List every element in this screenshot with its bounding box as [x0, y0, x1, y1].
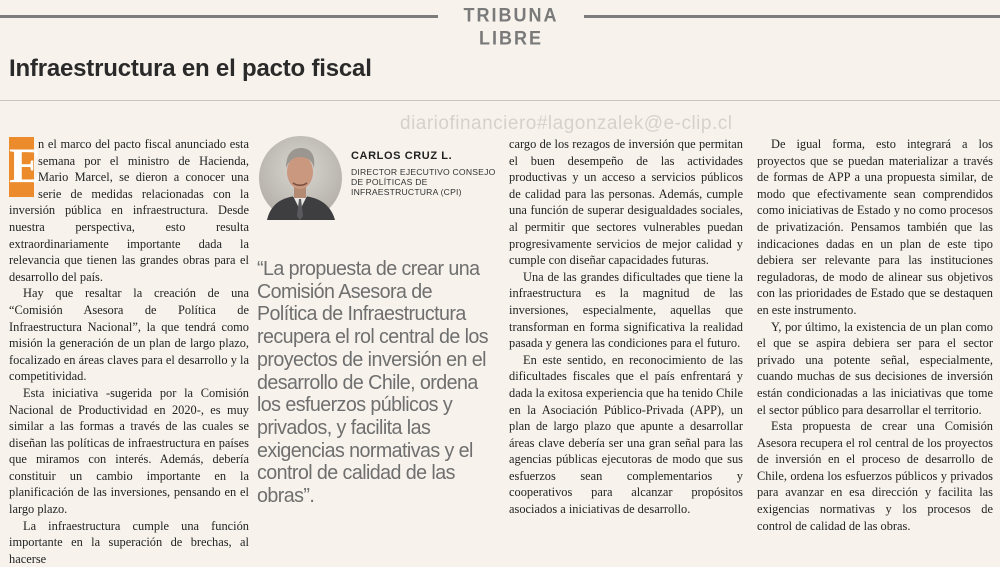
paragraph: La infraestructura cumple una función importante en la superación de brechas, al hacerse — [9, 518, 249, 566]
drop-cap: E — [9, 137, 34, 197]
paragraph: En este sentido, en reconocimiento de las dificultades fiscales que el país enfrentará y dada la exitosa experiencia que ha tenido Chile en la Asociación Público-Privada (APP), un plan de largo plazo que apunte a desarrollar áreas clave debería ser una gran señal para las agencias públicas ejecutoras de modo que sus esfuerzos sean complementarios y cooperativos para alcanzar propósitos asociados a iniciativas de desarrollo. — [509, 352, 743, 517]
paragraph: cargo de los rezagos de inversión que permitan el buen desempeño de las actividades productivas y un acceso a servicios públicos de calidad para las personas. Además, cumple una función de superar desigualdades sociales, al permitir que sectores vulnerables puedan progresivamente servicios de mejor calidad y cumple con diseñar capacidades futuras. — [509, 137, 743, 268]
headline-divider — [0, 100, 1000, 101]
article-column-1 — [9, 136, 249, 567]
paragraph: Y, por último, la existencia de un plan como el que se aspira debiera ser para el sector privado una potente señal, especialmente, cuando muchas de sus decisiones de inversión están condicionadas a las iniciativas que tome el sector público para desarrollar el territorio. — [757, 319, 993, 417]
paragraph: Una de las grandes dificultades que tiene la infraestructura es la magnitud de las inversiones, especialmente, aquellas que transforman en forma significativa la realidad pasada y genera las condiciones para el futuro. — [509, 269, 743, 351]
paragraph: Esta propuesta de crear una Comisión Asesora recupera el rol central de los proyectos de inversión en el proceso de desarrollo de Chile, ordena los esfuerzos públicos y privados para avanzar en esa dirección y facilita las exigencias normativas y los procesos de control de calidad de las obras. — [757, 419, 993, 533]
section-rule-left — [0, 15, 438, 18]
author-name: CARLOS CRUZ L. — [351, 150, 453, 162]
pull-quote: “La propuesta de crear una Comisión Asesora de Política de Infraestructura recupera el rol central de los proyectos de inversión en el desarrollo de Chile, ordena los esfuerzos públicos y privados, y facilita las exigencias normativas y el control de calidad de las obras”. — [257, 257, 489, 508]
author-role: DIRECTOR EJECUTIVO CONSEJO DE POLÍTICAS DE INFRAESTRUCTURA (CPI) — [351, 167, 496, 197]
section-label: TRIBUNA LIBRE — [463, 4, 559, 49]
paragraph: Esta iniciativa -sugerida por la Comisión Nacional de Productividad en 2020-, es muy similar a las formas a través de las cuales se diseñan las políticas de infraestructura en países que miramos con interés. Además, debería constituir un cambio importante en la planificación de las inversiones, pensando en el largo plazo. — [9, 385, 249, 517]
article-headline: Infraestructura en el pacto fiscal — [9, 55, 372, 82]
paragraph: De igual forma, esto integrará a los proyectos que se puedan materializar a través de formas de APP a una propuesta similar, de modo que efectivamente sean comprendidos como iniciativas de Estado y no como procesos de privatización. Pensamos también que las indicaciones dadas en un plan de este tipo debiera ser relevante para las instituciones reguladoras, de modo de alinear sus objetivos con las prioridades de Estado que se destaquen en este instrumento. — [757, 137, 993, 317]
section-rule-right — [584, 15, 1000, 18]
clipping-watermark: diariofinanciero#lagonzalek@e-clip.cl — [400, 113, 733, 134]
paragraph: n el marco del pacto fiscal anunciado esta semana por el ministro de Hacienda, Mario Marcel, se dieron a conocer una serie de medidas relacionadas con la inversión pública en infraestructura. Desde nuestra perspectiva, esto resulta extraordinariamente importante dada la relevancia que tienen las grandes obras para el desarrollo del país. — [9, 137, 249, 284]
author-photo — [259, 136, 342, 220]
article-column-4 — [757, 136, 993, 534]
paragraph: Hay que resaltar la creación de una “Comisión Asesora de Política de Infraestructura Nacional”, la que tendrá como misión la generación de un plan de largo plazo, focalizado en áreas claves para el desarrollo y la competitividad. — [9, 286, 249, 384]
article-column-3 — [509, 136, 743, 518]
portrait-icon — [259, 136, 342, 220]
